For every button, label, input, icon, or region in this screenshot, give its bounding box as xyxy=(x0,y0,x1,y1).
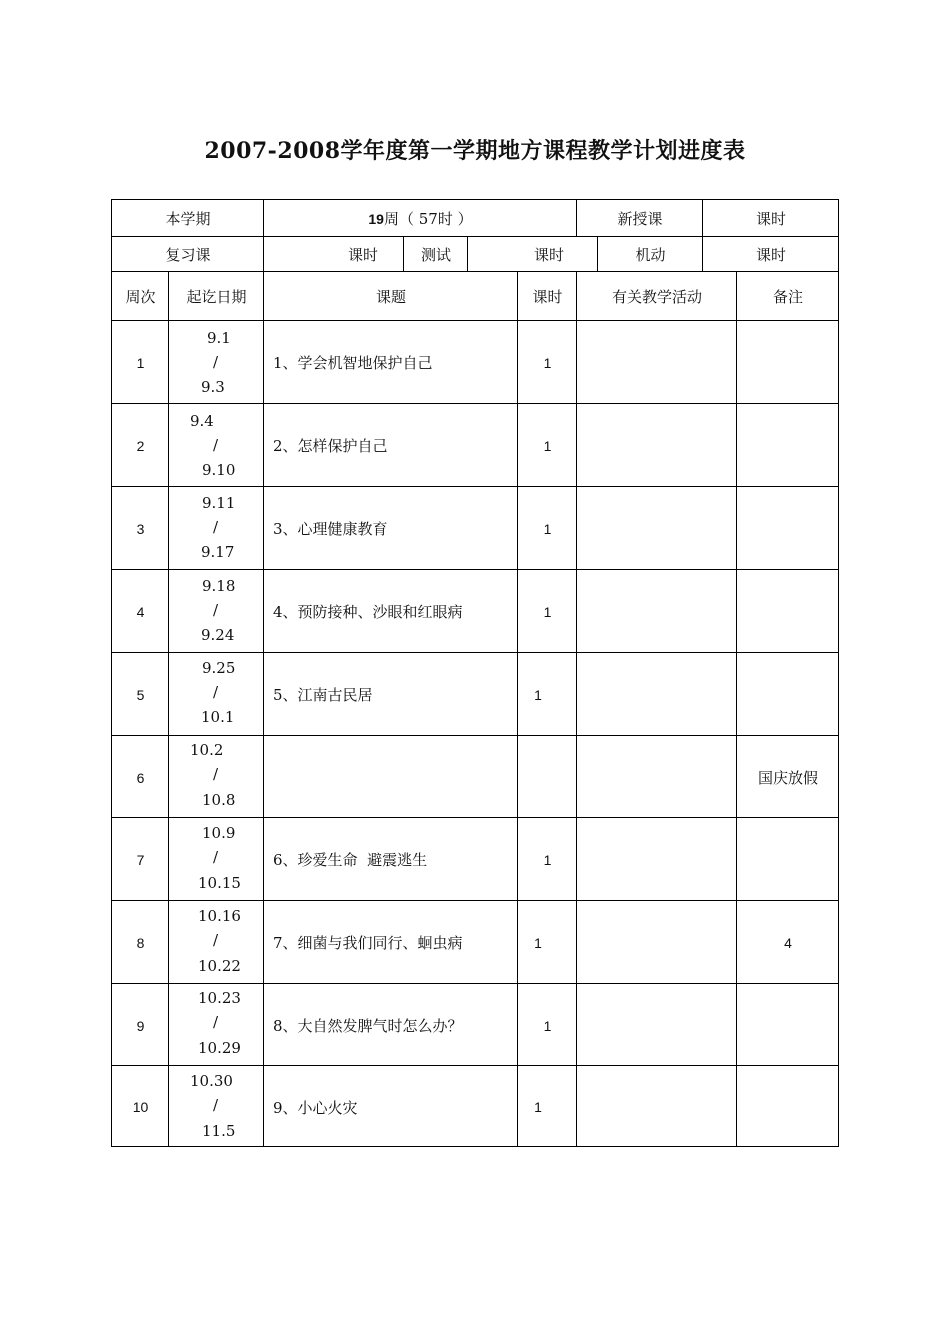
row-4-week: 4 xyxy=(136,603,145,620)
row-1-sep: / xyxy=(213,353,219,371)
row-7-topic: 6、珍爱生命 避震逃生 xyxy=(273,851,428,869)
row-9-hours: 1 xyxy=(543,1017,552,1034)
row-5-hours: 1 xyxy=(534,686,542,703)
row-10-topic: 9、小心火灾 xyxy=(273,1098,358,1117)
header-activity: 有关教学活动 xyxy=(611,288,702,306)
grid-line xyxy=(597,236,598,271)
row-2-topic: 2、怎样保护自己 xyxy=(273,437,388,455)
grid-line xyxy=(112,983,839,984)
row-7-start: 10.9 xyxy=(202,824,236,842)
grid-line xyxy=(112,652,839,653)
grid-line xyxy=(517,271,518,1147)
review-hours-label: 课时 xyxy=(347,246,378,264)
row-2-hours: 1 xyxy=(543,437,552,454)
grid-line xyxy=(112,271,839,272)
row-5-week: 5 xyxy=(136,686,145,703)
row-6-note: 国庆放假 xyxy=(757,769,818,787)
grid-line xyxy=(112,569,839,570)
weeks-text: 周（ 57时 ） xyxy=(383,210,473,228)
row-5-start: 9.25 xyxy=(202,659,236,677)
row-3-topic: 3、心理健康教育 xyxy=(273,520,388,538)
grid-line xyxy=(736,271,737,1147)
grid-line xyxy=(576,271,577,1147)
row-3-hours: 1 xyxy=(543,520,552,537)
row-3-start: 9.11 xyxy=(202,494,236,512)
grid-line xyxy=(168,271,169,1147)
row-9-start: 10.23 xyxy=(198,989,241,1007)
document-title: 2007-2008学年度第一学期地方课程教学计划进度表 xyxy=(204,138,746,164)
header-dates: 起讫日期 xyxy=(186,288,247,306)
row-9-sep: / xyxy=(213,1013,219,1031)
row-4-sep: / xyxy=(213,601,219,619)
row-7-sep: / xyxy=(213,848,219,866)
row-4-topic: 4、预防接种、沙眼和红眼病 xyxy=(273,603,463,621)
grid-line xyxy=(112,900,839,901)
row-10-hours: 1 xyxy=(534,1099,542,1115)
grid-line xyxy=(112,403,839,404)
grid-line xyxy=(263,320,264,1147)
row-8-topic: 7、细菌与我们同行、蛔虫病 xyxy=(273,934,463,952)
row-8-note: 4 xyxy=(784,934,792,951)
grid-line xyxy=(467,236,468,271)
semester-weeks xyxy=(264,200,577,237)
row-3-end: 9.17 xyxy=(201,543,235,561)
row-2-start: 9.4 xyxy=(190,412,214,430)
new-lessons-label: 新授课 xyxy=(617,210,663,228)
row-4-start: 9.18 xyxy=(202,577,236,595)
row-5-sep: / xyxy=(213,683,219,701)
row-5-topic: 5、江南古民居 xyxy=(273,686,373,704)
semester-label: 本学期 xyxy=(165,210,211,228)
row-10-sep: / xyxy=(213,1096,219,1114)
row-6-start: 10.2 xyxy=(190,741,224,759)
row-9-end: 10.29 xyxy=(198,1039,241,1057)
row-2-sep: / xyxy=(213,436,219,454)
row-10-end: 11.5 xyxy=(202,1122,236,1140)
row-1-topic: 1、学会机智地保护自己 xyxy=(273,354,433,372)
row-6-sep: / xyxy=(213,765,219,783)
header-note: 备注 xyxy=(772,288,803,306)
row-1-hours: 1 xyxy=(543,354,552,371)
test-hours-label: 课时 xyxy=(533,246,564,264)
grid-line xyxy=(112,320,839,321)
row-3-week: 3 xyxy=(136,520,145,537)
row-4-hours: 1 xyxy=(543,603,552,620)
row-1-week: 1 xyxy=(136,354,145,371)
test-label: 测试 xyxy=(420,246,451,264)
row-5-end: 10.1 xyxy=(201,708,235,726)
flex-hours-label: 课时 xyxy=(755,246,786,264)
row-8-hours: 1 xyxy=(534,934,542,951)
review-label: 复习课 xyxy=(165,246,211,264)
row-7-hours: 1 xyxy=(543,851,552,868)
row-1-end: 9.3 xyxy=(201,378,225,396)
row-7-end: 10.15 xyxy=(198,874,241,892)
grid-line xyxy=(112,236,839,237)
row-10-week: 10 xyxy=(132,1099,149,1115)
row-1-start: 9.1 xyxy=(207,329,231,347)
row-6-week: 6 xyxy=(136,769,145,786)
header-topic: 课题 xyxy=(375,288,406,306)
row-8-end: 10.22 xyxy=(198,957,241,975)
weeks-number: 19 xyxy=(368,210,384,227)
grid-line xyxy=(112,486,839,487)
flex-label: 机动 xyxy=(635,246,666,264)
header-week: 周次 xyxy=(125,288,156,306)
grid-line xyxy=(112,1065,839,1066)
row-4-end: 9.24 xyxy=(201,626,235,644)
grid-line xyxy=(702,200,703,271)
row-7-week: 7 xyxy=(136,851,145,868)
row-8-sep: / xyxy=(213,931,219,949)
row-10-start: 10.30 xyxy=(190,1072,233,1090)
schedule-table xyxy=(111,199,839,1147)
grid-line xyxy=(263,200,264,320)
grid-line xyxy=(112,817,839,818)
grid-line xyxy=(403,236,404,271)
row-9-topic: 8、大自然发脾气时怎么办？ xyxy=(273,1017,463,1035)
row-2-end: 9.10 xyxy=(202,461,236,479)
grid-line xyxy=(112,735,839,736)
new-lessons-hours-label: 课时 xyxy=(755,210,786,228)
row-8-start: 10.16 xyxy=(198,907,241,925)
row-2-week: 2 xyxy=(136,437,145,454)
grid-line xyxy=(576,200,577,236)
row-8-week: 8 xyxy=(136,934,145,951)
header-hours: 课时 xyxy=(532,288,563,306)
row-3-sep: / xyxy=(213,518,219,536)
row-9-week: 9 xyxy=(136,1017,145,1034)
row-6-end: 10.8 xyxy=(202,791,236,809)
